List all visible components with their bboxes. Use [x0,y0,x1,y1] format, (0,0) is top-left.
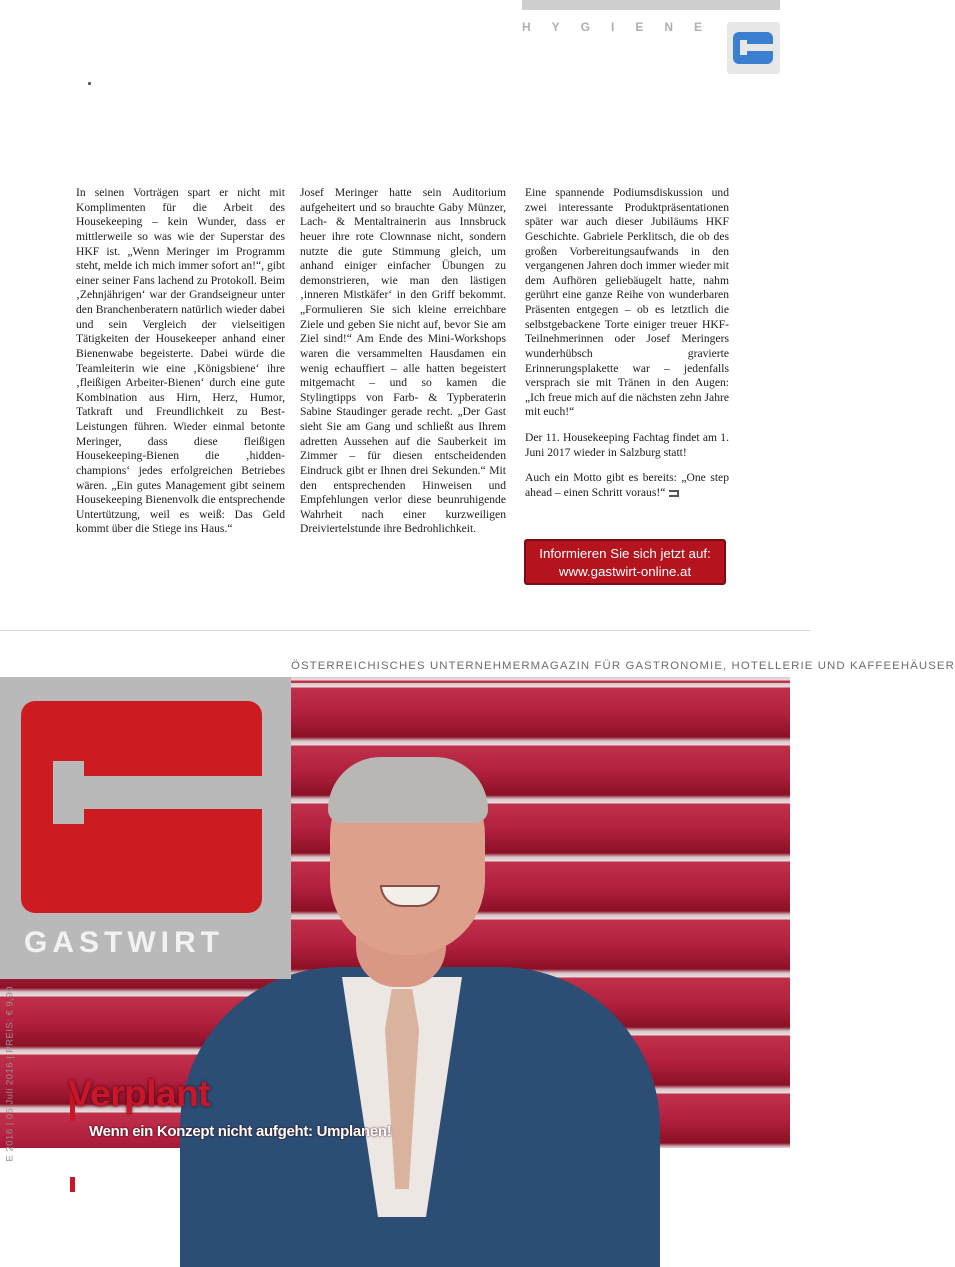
end-mark-icon [669,490,679,497]
promo-link[interactable] [524,539,726,585]
cover-spine [3,979,17,1192]
article-column-2 [300,186,506,548]
promo-line-1: Informieren Sie sich jetzt auf: [539,546,711,561]
big-g-cut [262,701,291,913]
g-logo-icon [727,22,780,74]
big-g-cut [53,776,262,809]
cover-subheadline: Wenn ein Konzept nicht aufgeht: Umplanen! [89,1123,392,1140]
brand-name: GASTWIRT [24,926,224,959]
hair [328,757,488,823]
g-logo-large-icon [0,677,291,979]
paragraph: Josef Meringer hatte sein Auditorium aufgeheitert und so brauchte Gaby Münzer, Lach- & Mentaltrainerin aus Innsbruck heuer ihre rote Clownnase nicht, sondern nutzte die gute Stimmung gleich, um anhand einiger einfacher Übungen zu demonstrieren, wie man den lästigen ‚inneren Mistkäfer‘ in den Griff bekommt. „Formulieren Sie sich kleine erreichbare Ziele und geben Sie nicht auf, bevor Sie am Ziel sind!“ Am Ende des Mini-Workshops waren die versammelten Hausdamen ein wenig echauffiert – alle hatten begeistert mitgemacht – und so kamen die Stylingtipps von Farb- & Typberaterin Sabine Staudinger gerade recht. „Der Gast sieht Sie am Gang und schließt aus Ihrem adretten Aussehen auf die Sauberkeit im Zimmer – für diesen entscheidenden Eindruck gibt er Ihnen drei Sekunden.“ Mit den entsprechenden Hinweisen und Empfehlungen verlor diese beunruhigende Wahrheit nach einer kurzweiligen Dreiviertelstunde ihre Bedrohlichkeit. [300,186,506,536]
article-column-3 [525,186,729,512]
paragraph-last [525,471,729,500]
headline-bar-2 [70,1177,75,1192]
page-divider [0,630,811,631]
promo-url: www.gastwirt-online.at [558,564,692,579]
magazine-cover [0,633,955,1162]
paragraph: In seinen Vorträgen spart er nicht mit Komplimenten für die Arbeit des Housekeeping – kein Wunder, dass er mittlerweile so was wie der Superstar des HKF ist. „Wenn Meringer im Programm steht, melde ich mich immer sofort an!“, gibt einer seiner Fans lachend zu Protokoll. Beim ‚Zehnjährigen‘ war der Grandseigneur unter den Branchenberatern natürlich wieder dabei und sein Vergleich der vielseitigen Tätigkeiten der Housekeeper anhand einer Bienenwabe begeisterte. Dabei würde die Teamleiterin wie eine ‚Königsbiene‘ ihre ‚fleißigen Arbeiter-Bienen‘ durch eine gute Kombination aus Hirn, Herz, Humor, Tatkraft und Freundlichkeit zu Best-Leistungen führen. Wieder einmal betonte Meringer, dass diese fleißigen Housekeeping-Bienen die ‚hidden-champions‘ jedes erfolgreichen Betriebes wären. „Ein gutes Management gibt seinem Housekeeping Bienenvolk die entsprechende Untertützung, weil es weiß: Das Geld kommt über die Stiege ins Haus.“ [76,186,285,536]
section-label: HYGIENE [522,20,724,34]
cover-headline: Verplant [68,1073,210,1114]
big-g-cut [53,761,84,824]
spine-text: E 2016 | 05 Juli 2016 | PREIS: € 9,90 [4,985,16,1162]
cover-photo [0,677,790,1162]
paragraph-text: Auch ein Motto gibt es bereits: „One step ahead – einen Schritt voraus!“ [525,471,729,499]
paragraph: Eine spannende Podiumsdiskussion und zwei interessante Produktpräsentationen später war auch dieser Jubiläums HKF Geschichte. Gabriele Perklitsch, die ob des großen Vorbereitungsaufwands in den vergangenen Jahren doch immer wieder mit dem Aufhören geliebäugelt hatte, nahm gerührt eine ganze Reihe von wunderbaren Präsenten entgegen – ob es letztlich die selbstgebackene Torte einiger treuer HKF-Teilnehmerinnen oder Josef Meringers wunderhübsch gravierte Erinnerungsplakette war – jedenfalls versprach sie mit Tränen in den Augen: „Ich freue mich auf die nächsten zehn Jahre mit euch!“ [525,186,729,419]
article-column-1 [76,186,285,548]
paragraph: Der 11. Housekeeping Fachtag findet am 1. Juni 2017 wieder in Salzburg statt! [525,431,729,459]
cover-tagline: ÖSTERREICHISCHES UNTERNEHMERMAGAZIN FÜR GASTRONOMIE, HOTELLERIE UND KAFFEEHÄUSER [291,660,955,672]
print-speck [88,82,91,85]
g-logo-cut [740,40,747,55]
header-strip [522,0,780,10]
